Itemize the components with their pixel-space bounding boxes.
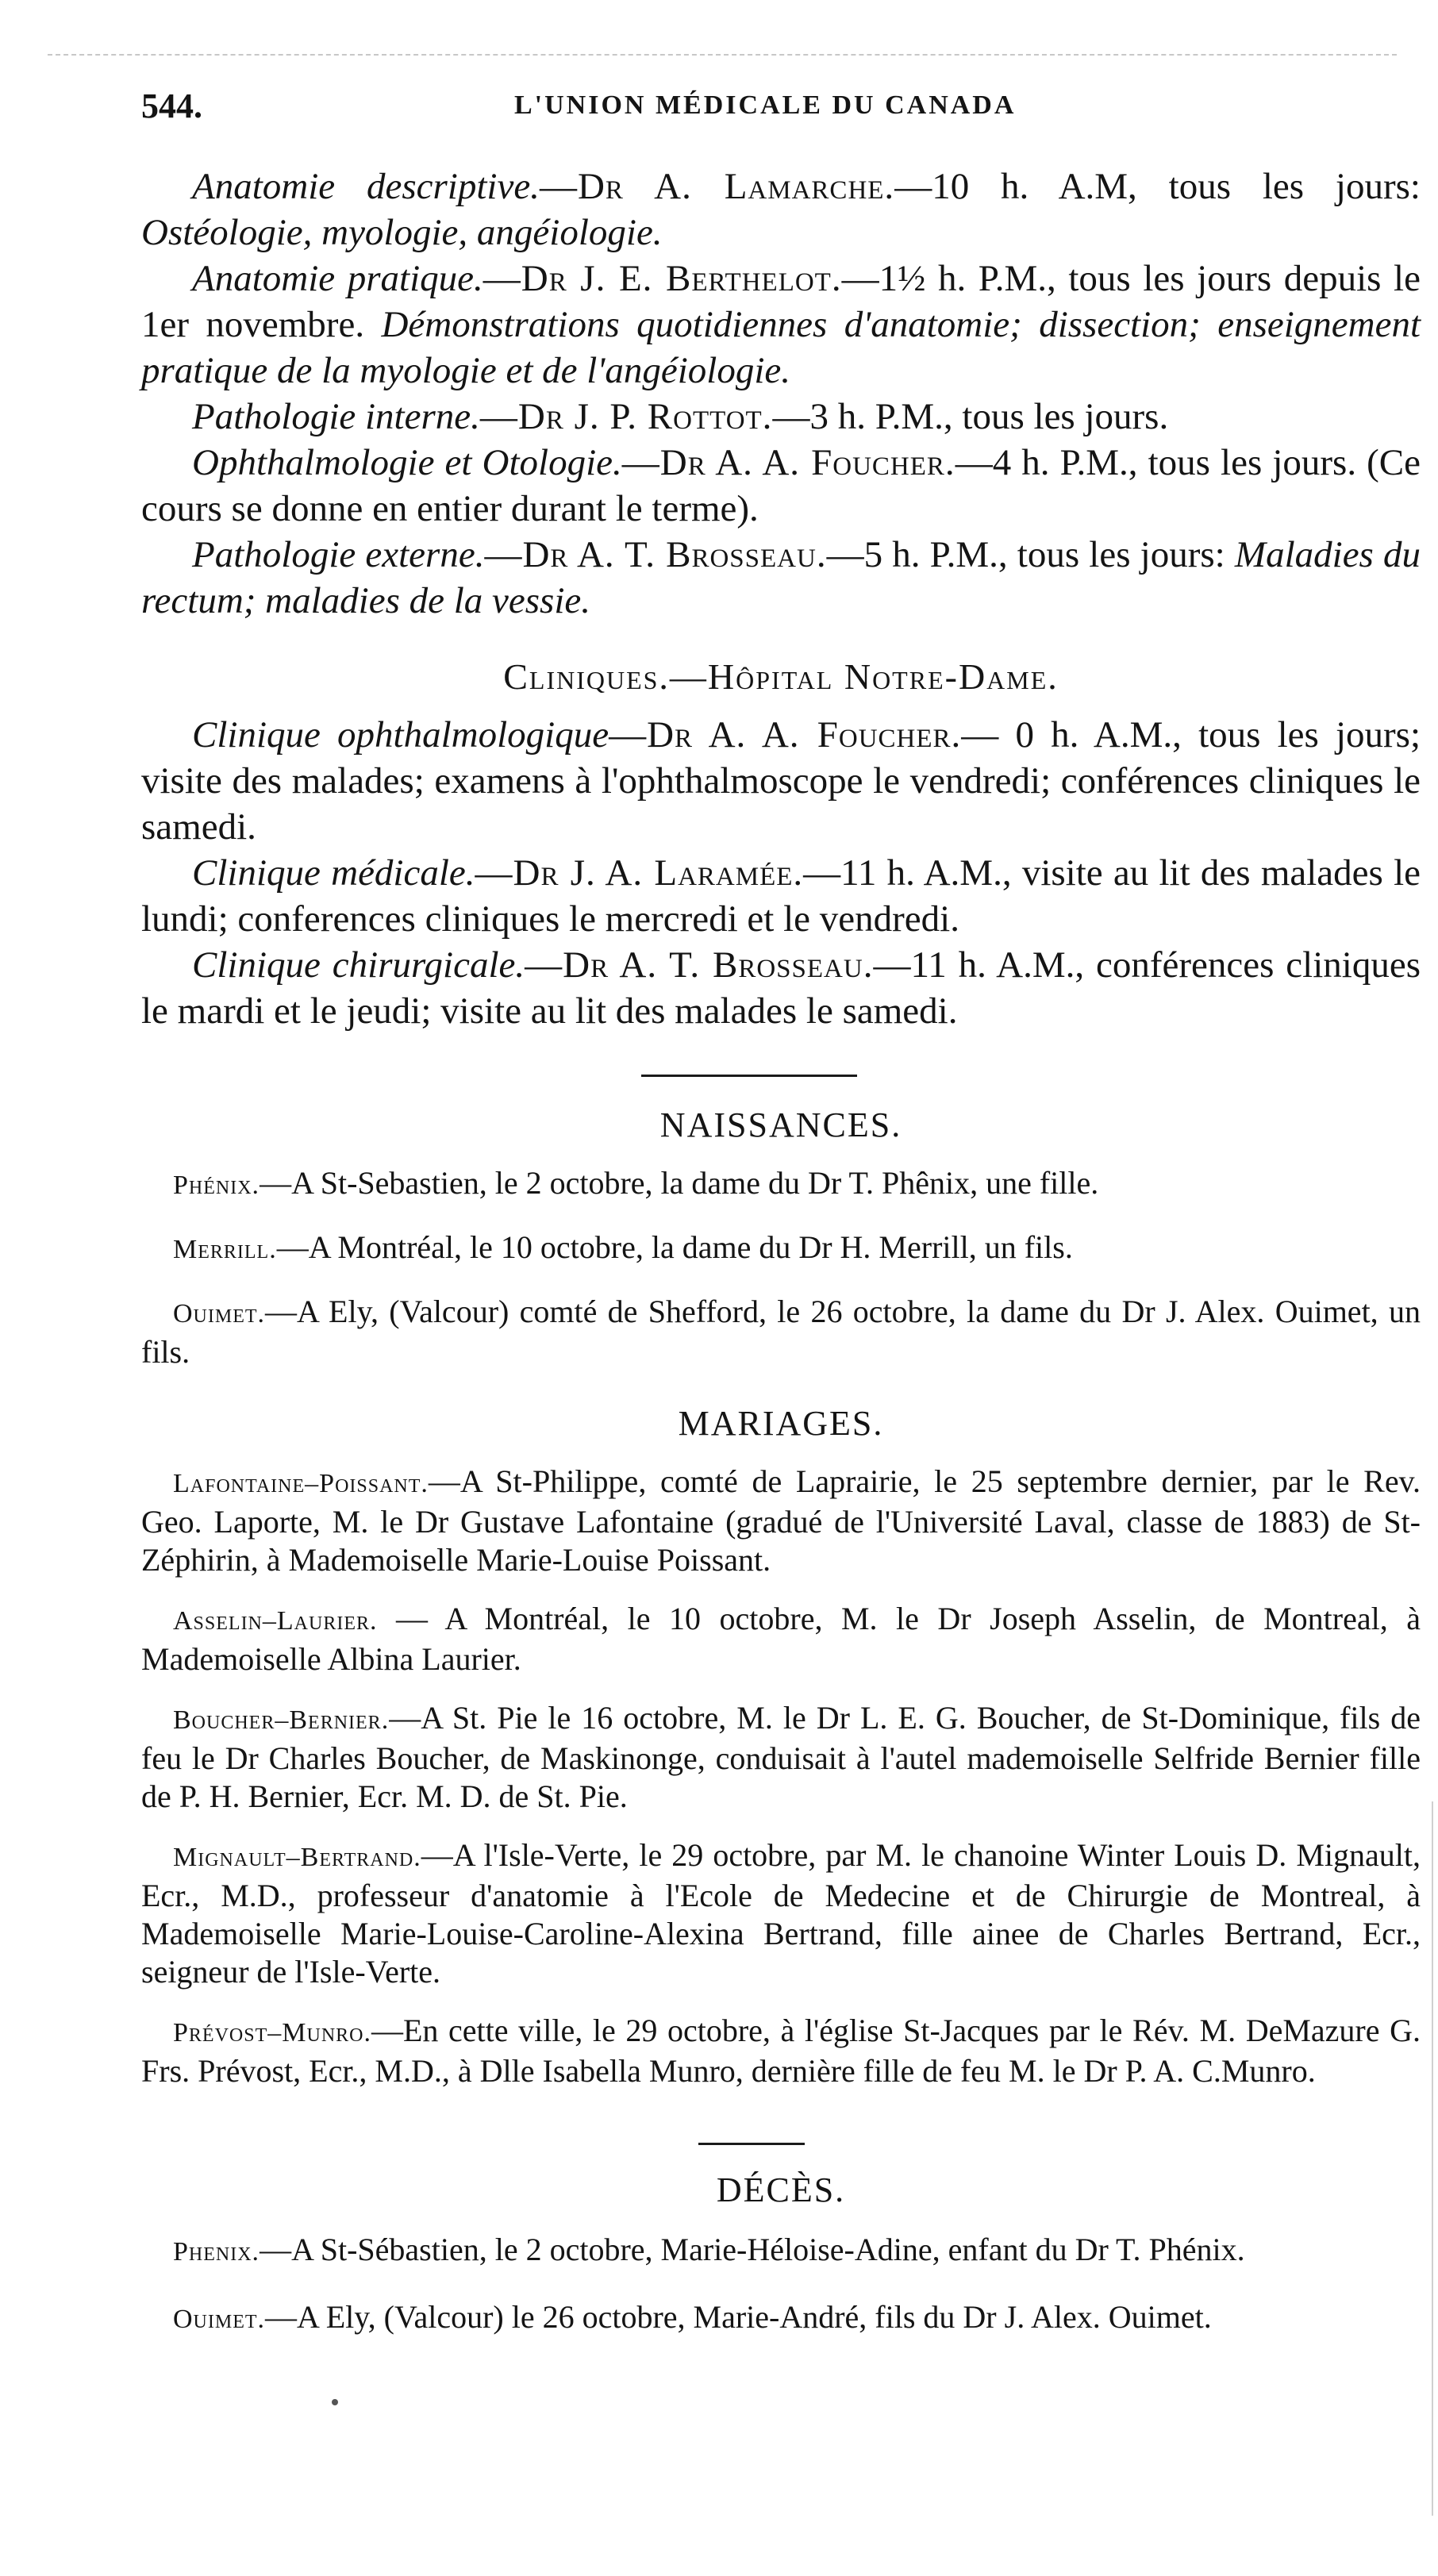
birth-text: —A St-Sebastien, le 2 octobre, la dame du Dr T. Phênix, une fille. <box>260 1165 1099 1201</box>
marriage-notice <box>141 1600 1421 1678</box>
page-header <box>141 86 1421 133</box>
clinique-details: —11 h. A.M., visite au lit des malades le lundi; conferences cliniques le mercredi et le vendredi. <box>141 852 1421 940</box>
scan-right-edge <box>1432 1801 1433 2516</box>
clinique-lecturer: —Dr A. A. Foucher. <box>609 714 962 755</box>
marriage-text: —A St-Philippe, comté de Laprairie, le 25 septembre dernier, par le Rev. Geo. Laporte, M. le Dr Gustave Lafontaine (gradué de l'Université Laval, classe de 1883) de St-Zéphirin, à Mademoiselle Marie-Louise Poissant. <box>141 1463 1421 1578</box>
birth-notice <box>141 1228 1421 1269</box>
course-lecturer: —Dr J. E. Berthelot. <box>483 258 842 299</box>
course-details: —1½ h. P.M., tous les jours depuis le 1er novembre. <box>141 258 1421 345</box>
naissances-heading: NAISSANCES. <box>659 1105 902 1144</box>
birth-text: —A Ely, (Valcour) comté de Shefford, le 26 octobre, la dame du Dr J. Alex. Ouimet, un fils. <box>141 1294 1421 1370</box>
deces-heading: DÉCÈS. <box>716 2170 846 2209</box>
marriage-names: Lafontaine–Poissant. <box>173 1469 429 1498</box>
marriage-notice <box>141 1699 1421 1816</box>
course-details: —10 h. A.M, tous les jours: <box>894 166 1421 207</box>
course-subject: Pathologie interne. <box>192 396 480 437</box>
scan-edge-divider <box>48 54 1397 56</box>
marriage-notice <box>141 1836 1421 1991</box>
birth-name: Phénix. <box>173 1171 260 1200</box>
birth-notice <box>141 1164 1421 1205</box>
clinique-subject: Clinique chirurgicale. <box>192 944 525 986</box>
marriage-names: Mignault–Bertrand. <box>173 1843 421 1872</box>
course-entry <box>141 532 1421 624</box>
clinique-details: —11 h. A.M., conférences cliniques le mardi et le jeudi; visite au lit des malades le samedi. <box>141 944 1421 1032</box>
course-topics: Ostéologie, myologie, angéiologie. <box>141 212 663 253</box>
mariages-section <box>141 1403 1421 2090</box>
marriage-text: — A Montréal, le 10 octobre, M. le Dr Joseph Asselin, de Montreal, à Mademoiselle Albina Laurier. <box>141 1601 1421 1677</box>
birth-name: Merrill. <box>173 1235 277 1264</box>
course-topics: Maladies du rectum; maladies de la vessie. <box>141 534 1421 621</box>
clinique-entry <box>141 712 1421 850</box>
marriage-names: Prévost–Munro. <box>173 2018 371 2047</box>
course-entry <box>141 256 1421 394</box>
course-entry <box>141 440 1421 532</box>
running-title: L'UNION MÉDICALE DU CANADA <box>514 90 1017 120</box>
deces-section <box>141 2170 1421 2339</box>
birth-text: —A Montréal, le 10 octobre, la dame du Dr H. Merrill, un fils. <box>276 1229 1073 1265</box>
course-details: —4 h. P.M., tous les jours. (Ce cours se donne en entier durant le terme). <box>141 442 1421 529</box>
marriage-notice <box>141 1463 1421 1579</box>
marriage-text: —A St. Pie le 16 octobre, M. le Dr L. E. G. Boucher, de St-Dominique, fils de feu le Dr Charles Boucher, de Maskinonge, conduisait à l'autel mademoiselle Selfride Bernier fille de P. H. Bernier, Ecr. M. D. de St. Pie. <box>141 1700 1421 1814</box>
marriage-names: Asselin–Laurier. <box>173 1606 378 1636</box>
course-entry <box>141 394 1421 440</box>
marriage-text: —En cette ville, le 29 octobre, à l'église St-Jacques par le Rév. M. DeMazure G. Frs. Prévost, Ecr., M.D., à Dlle Isabella Munro, dernière fille de feu M. le Dr P. A. C.Munro. <box>141 2013 1421 2089</box>
course-lecturer: —Dr A. A. Foucher. <box>621 442 955 483</box>
course-list <box>141 163 1421 624</box>
course-subject: Anatomie pratique. <box>192 258 483 299</box>
death-name: Ouimet. <box>173 2305 266 2334</box>
cliniques-section <box>141 656 1421 1034</box>
course-lecturer: —Dr J. P. Rottot. <box>479 396 773 437</box>
section-rule <box>698 2143 805 2145</box>
course-lecturer: —Dr A. Lamarche. <box>539 166 895 207</box>
clinique-subject: Clinique médicale. <box>192 852 475 894</box>
course-details: —5 h. P.M., tous les jours: <box>826 534 1225 575</box>
page-number: 544. <box>141 87 202 125</box>
course-subject: Pathologie externe. <box>192 534 485 575</box>
ink-speck <box>332 2399 338 2405</box>
clinique-entry <box>141 850 1421 942</box>
course-entry <box>141 163 1421 256</box>
course-details: —3 h. P.M., tous les jours. <box>772 396 1169 437</box>
course-subject: Ophthalmologie et Otologie. <box>192 442 622 483</box>
cliniques-heading: Cliniques.—Hôpital Notre-Dame. <box>503 656 1059 697</box>
clinique-entry <box>141 942 1421 1034</box>
marriage-text: —A l'Isle-Verte, le 29 octobre, par M. le chanoine Winter Louis D. Mignault, Ecr., M.D., professeur d'anatomie à l'Ecole de Medecine et de Chirurgie de Montreal, à Mademoiselle Marie-Louise-Caroline-Alexina Bertrand, fille ainee de Charles Bertrand, Ecr., seigneur de l'Isle-Verte. <box>141 1837 1421 1990</box>
mariages-heading: MARIAGES. <box>678 1404 884 1443</box>
naissances-section <box>141 1105 1421 1371</box>
birth-name: Ouimet. <box>173 1299 266 1328</box>
clinique-details: — 0 h. A.M., tous les jours; visite des malades; examens à l'ophthalmoscope le vendredi; conférences cliniques le samedi. <box>141 714 1421 848</box>
marriage-names: Boucher–Bernier. <box>173 1705 390 1735</box>
section-rule <box>641 1075 857 1077</box>
clinique-lecturer: —Dr A. T. Brosseau. <box>525 944 874 986</box>
course-subject: Anatomie descriptive. <box>192 166 540 207</box>
death-name: Phenix. <box>173 2237 260 2266</box>
clinique-lecturer: —Dr J. A. Laramée. <box>475 852 804 894</box>
course-lecturer: —Dr A. T. Brosseau. <box>484 534 827 575</box>
marriage-notice <box>141 2012 1421 2090</box>
birth-notice <box>141 1293 1421 1371</box>
clinique-subject: Clinique ophthalmologique <box>192 714 609 755</box>
death-notice <box>141 2298 1421 2339</box>
death-text: —A Ely, (Valcour) le 26 octobre, Marie-André, fils du Dr J. Alex. Ouimet. <box>265 2299 1212 2335</box>
death-text: —A St-Sébastien, le 2 octobre, Marie-Héloise-Adine, enfant du Dr T. Phénix. <box>260 2232 1245 2267</box>
course-topics: Démonstrations quotidiennes d'anatomie; dissection; enseignement pratique de la myologie et de l'angéiologie. <box>141 304 1421 391</box>
death-notice <box>141 2231 1421 2271</box>
